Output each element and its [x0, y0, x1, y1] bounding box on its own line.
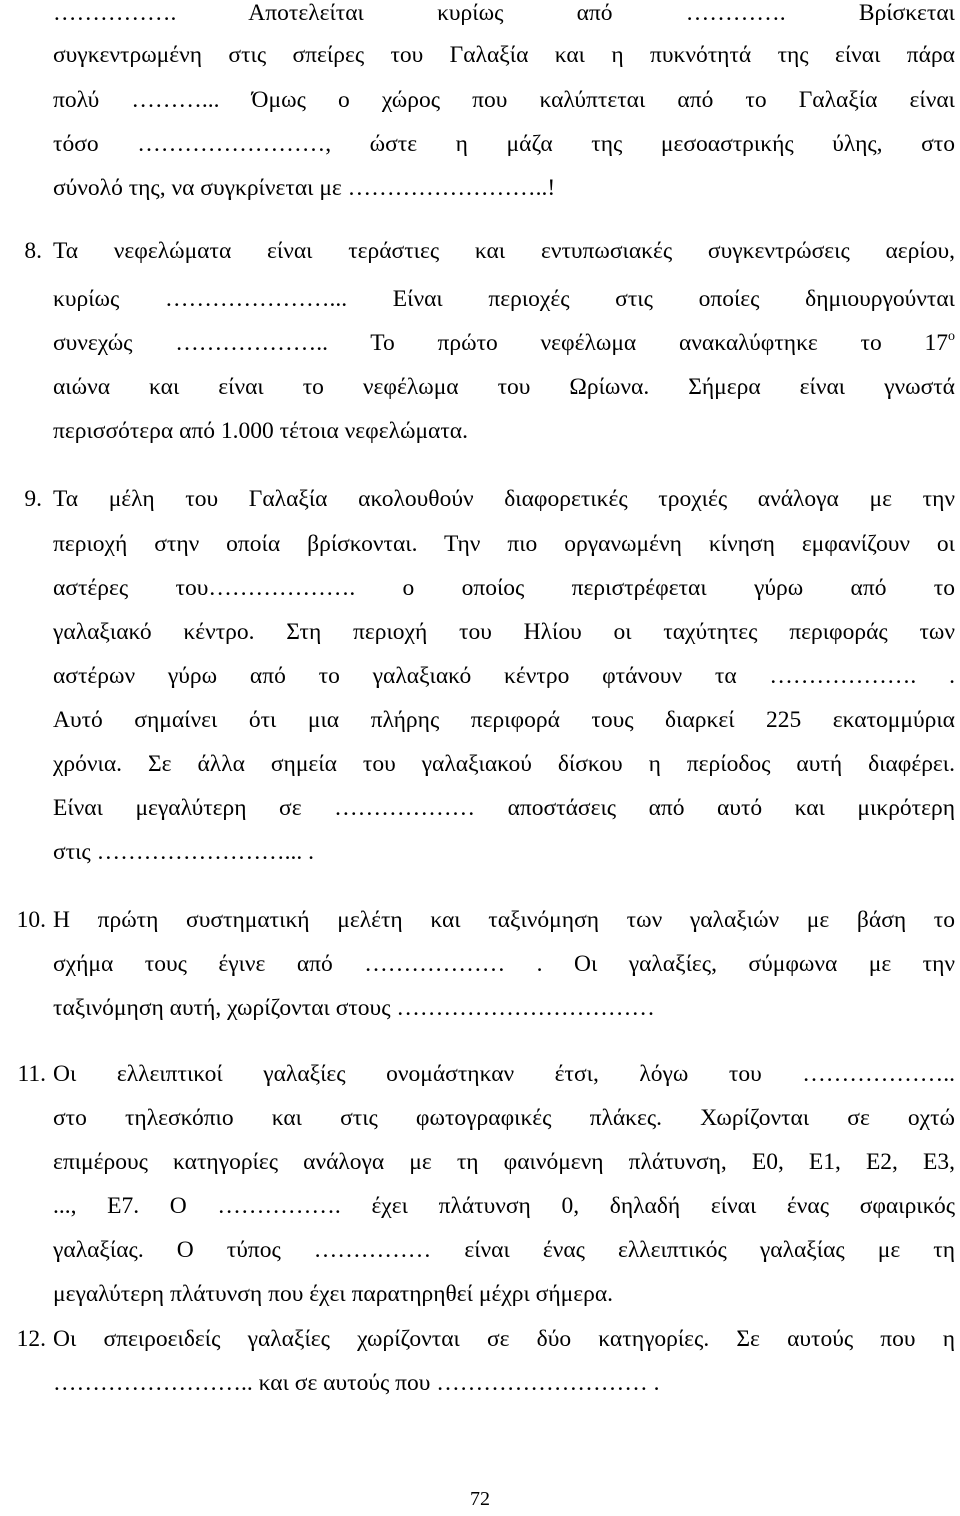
- text-line: Η πρώτη συστηματική μελέτη και ταξινόμηση των γαλαξιών με βάση το: [53, 907, 955, 933]
- text-line: κυρίως …………………... Είναι περιοχές στις οποίες δημιουργούνται: [53, 286, 955, 312]
- text-line: στις ……………………... .: [53, 839, 314, 865]
- text-line: πολύ ………... Όμως ο χώρος που καλύπτεται από το Γαλαξία είναι: [53, 87, 955, 113]
- text-fragment: συνεχώς ……………….. Το πρώτο νεφέλωμα ανακαλύφτηκε το 17: [53, 330, 948, 356]
- item-number: 11.: [17, 1061, 46, 1087]
- text-line: Είναι μεγαλύτερη σε ……………… αποστάσεις από αυτό και μικρότερη: [53, 795, 955, 821]
- text-line: σύνολό της, να συγκρίνεται με ……………………..!: [53, 175, 556, 201]
- text-line: επιμέρους κατηγορίες ανάλογα με τη φαινόμενη πλάτυνση, Ε0, Ε1, Ε2, Ε3,: [53, 1149, 955, 1175]
- text-line: γαλαξιακό κέντρο. Στη περιοχή του Ηλίου οι ταχύτητες περιφοράς των: [53, 619, 955, 645]
- text-line: συγκεντρωμένη στις σπείρες του Γαλαξία και η πυκνότητά της είναι πάρα: [53, 42, 955, 68]
- text-line: Αυτό σημαίνει ότι μια πλήρης περιφορά τους διαρκεί 225 εκατομμύρια: [53, 707, 955, 733]
- text-line: αστέρες του………………. ο οποίος περιστρέφεται γύρω από το: [53, 575, 955, 601]
- page-number: 72: [470, 1488, 490, 1510]
- text-line: σχήμα τους έγινε από ……………… . Οι γαλαξίες, σύμφωνα με την: [53, 951, 955, 977]
- text-line: αστέρων γύρω από το γαλαξιακό κέντρο φτάνουν τα ………………. .: [53, 663, 955, 689]
- text-line: Οι σπειροειδείς γαλαξίες χωρίζονται σε δύο κατηγορίες. Σε αυτούς που η: [53, 1326, 955, 1352]
- text-line: χρόνια. Σε άλλα σημεία του γαλαξιακού δίσκου η περίοδος αυτή διαφέρει.: [53, 751, 955, 777]
- text-line: ..., Ε7. Ο ……………. έχει πλάτυνση 0, δηλαδή είναι ένας σφαιρικός: [53, 1193, 955, 1219]
- ordinal-superscript: ο: [948, 329, 955, 344]
- item-number: 9.: [24, 486, 42, 512]
- text-line: Τα μέλη του Γαλαξία ακολουθούν διαφορετικές τροχιές ανάλογα με την: [53, 486, 955, 512]
- text-line: ταξινόμηση αυτή, χωρίζονται στους ……………………………: [53, 995, 655, 1021]
- item-number: 8.: [24, 238, 42, 264]
- text-line: στο τηλεσκόπιο και στις φωτογραφικές πλάκες. Χωρίζονται σε οχτώ: [53, 1105, 955, 1131]
- item-number: 10.: [16, 907, 46, 933]
- text-line: γαλαξίας. Ο τύπος …………… είναι ένας ελλειπτικός γαλαξίας με τη: [53, 1237, 955, 1263]
- item-number: 12.: [16, 1326, 46, 1352]
- text-line: αιώνα και είναι το νεφέλωμα του Ωρίωνα. Σήμερα είναι γνωστά: [53, 374, 955, 400]
- text-line: περιοχή στην οποία βρίσκονται. Την πιο οργανωμένη κίνηση εμφανίζουν οι: [53, 531, 955, 557]
- text-line: περισσότερα από 1.000 τέτοια νεφελώματα.: [53, 418, 468, 444]
- text-line: τόσο ……………………, ώστε η μάζα της μεσοαστρικής ύλης, στο: [53, 131, 955, 157]
- text-line: ……………. Αποτελείται κυρίως από …………. Βρίσκεται: [53, 0, 955, 26]
- text-line: Τα νεφελώματα είναι τεράστιες και εντυπωσιακές συγκεντρώσεις αερίου,: [53, 238, 955, 264]
- text-line: Οι ελλειπτικοί γαλαξίες ονομάστηκαν έτσι, λόγω του ………………..: [53, 1061, 955, 1087]
- text-line: …………………….. και σε αυτούς που ……………………… .: [53, 1370, 660, 1396]
- text-line: μεγαλύτερη πλάτυνση που έχει παρατηρηθεί μέχρι σήμερα.: [53, 1281, 614, 1307]
- text-line: [53, 328, 955, 358]
